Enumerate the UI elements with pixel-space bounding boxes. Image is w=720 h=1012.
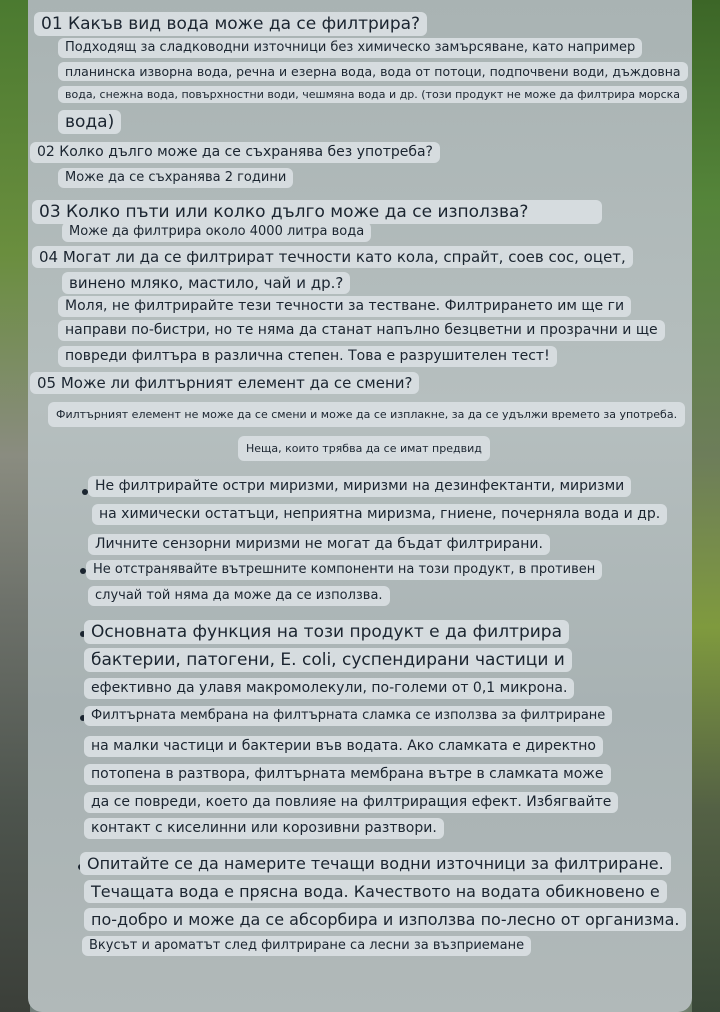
note-4-line: да се повреди, което да повлияе на филтриращия ефект. Избягвайте: [84, 792, 618, 813]
q4-answer-line: Моля, не филтрирайте тези течности за тестване. Филтрирането им ще ги: [58, 296, 631, 317]
q4-answer-line: повреди филтъра в различна степен. Това е разрушителен тест!: [58, 346, 557, 367]
note-4-line: Филтърната мембрана на филтърната сламка се използва за филтриране: [84, 706, 612, 726]
q4-title-line: 04 Могат ли да се филтрират течности като кола, спрайт, соев сос, оцет,: [32, 246, 633, 268]
note-4-line: на малки частици и бактерии във водата. Ако сламката е директно: [84, 736, 603, 757]
note-3-line: ефективно да улавя макромолекули, по-големи от 0,1 микрона.: [84, 678, 574, 699]
q5-title: 05 Може ли филтърният елемент да се смени?: [30, 372, 419, 394]
note-1-line: Личните сензорни миризми не могат да бъдат филтрирани.: [88, 534, 550, 555]
note-3-line: бактерии, патогени, E. coli, суспендирани частици и: [84, 648, 572, 672]
note-5-line: по-добро и може да се абсорбира и използва по-лесно от организма.: [84, 908, 686, 931]
note-3-line: Основната функция на този продукт е да филтрира: [84, 620, 569, 644]
note-2-line: Не отстранявайте вътрешните компоненти на този продукт, в противен: [86, 560, 602, 580]
q3-answer: Може да филтрира около 4000 литра вода: [62, 222, 371, 242]
note-5-line: Опитайте се да намерите течащи водни източници за филтриране.: [80, 852, 671, 875]
note-4-line: потопена в разтвора, филтърната мембрана вътре в сламката може: [84, 764, 611, 785]
q4-answer-line: направи по-бистри, но те няма да станат напълно безцветни и прозрачни и ще: [58, 320, 665, 341]
q1-title: 01 Какъв вид вода може да се филтрира?: [34, 12, 427, 36]
note-4-line: контакт с киселинни или корозивни разтвори.: [84, 818, 444, 839]
note-1-line: Не филтрирайте остри миризми, миризми на дезинфектанти, миризми: [88, 476, 631, 497]
q5-answer: Филтърният елемент не може да се смени и може да се изплакне, за да се удължи времето за употреба.: [48, 402, 685, 427]
q1-answer-line: Подходящ за сладководни източници без химическо замърсяване, като например: [58, 38, 642, 58]
background-right-foliage: [692, 0, 720, 1012]
q1-answer-line: вода, снежна вода, повърхностни води, чешмяна вода и др. (този продукт не може да филтрира морска: [58, 86, 687, 103]
note-1-line: на химически остатъци, неприятна миризма, гниене, почерняла вода и др.: [92, 504, 667, 525]
note-5-line: Вкусът и ароматът след филтриране са лесни за възприемане: [82, 936, 531, 956]
q3-title: 03 Колко пъти или колко дълго може да се използва?: [32, 200, 602, 224]
background-left-foliage: [0, 0, 30, 1012]
q1-answer-line: вода): [58, 110, 121, 134]
q2-answer: Може да се съхранява 2 години: [58, 168, 293, 188]
q2-title: 02 Колко дълго може да се съхранява без употреба?: [30, 142, 440, 163]
q1-answer-line: планинска изворна вода, речна и езерна вода, вода от потоци, подпочвени води, дъждовна: [58, 62, 688, 81]
note-5-line: Течащата вода е прясна вода. Качеството на водата обикновено е: [84, 880, 667, 903]
q4-title-line: винено мляко, мастило, чай и др.?: [62, 272, 350, 294]
notes-heading: Неща, които трябва да се имат предвид: [238, 436, 490, 461]
note-2-line: случай той няма да може да се използва.: [88, 586, 390, 606]
